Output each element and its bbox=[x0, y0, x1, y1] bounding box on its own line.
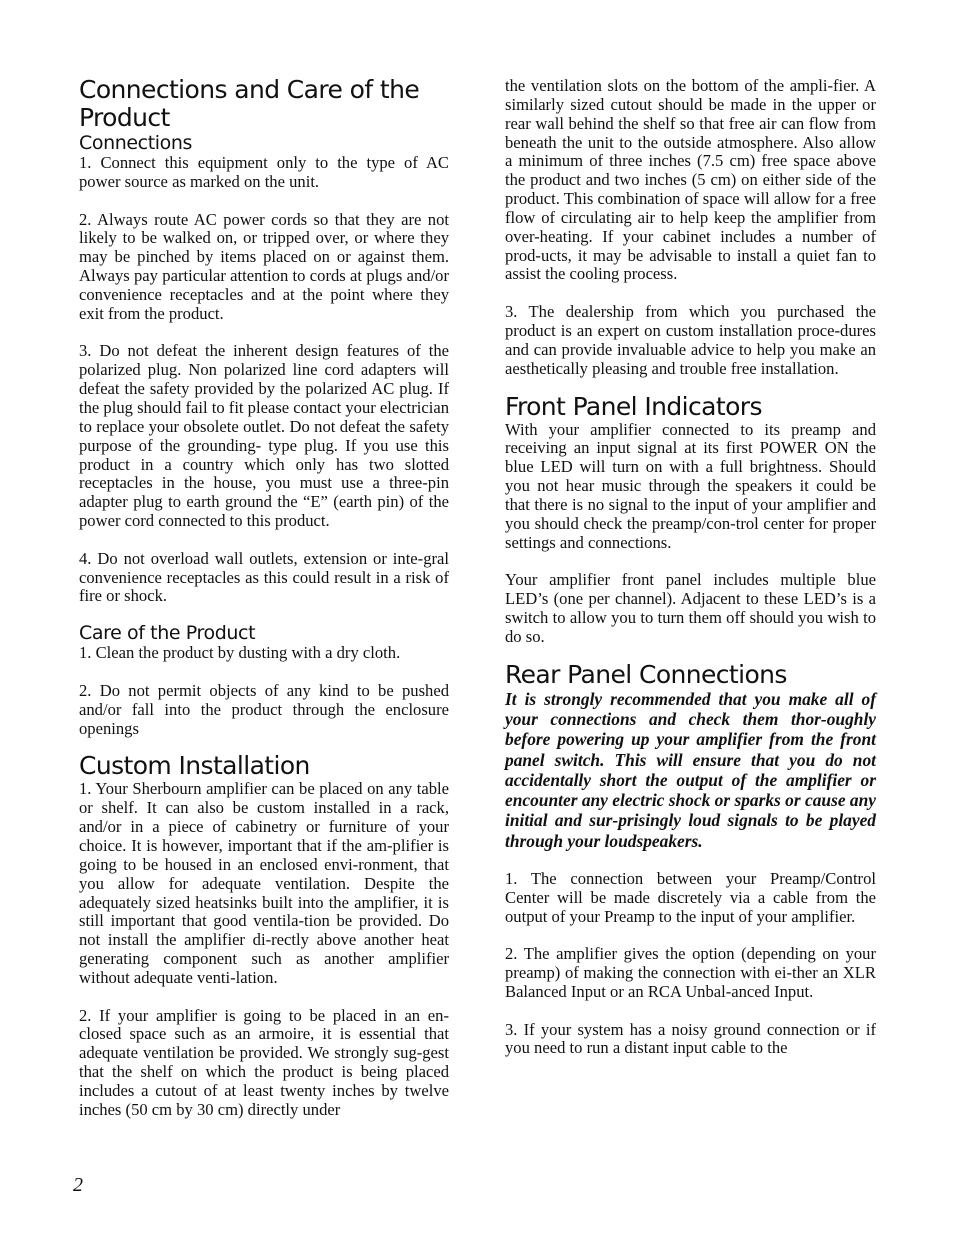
care-item-2: 2. Do not permit objects of any kind to be pushed and/or fall into the product through the enclosure openings bbox=[79, 680, 449, 738]
rear-panel-item-2: 2. The amplifier gives the option (depending on your preamp) of making the connection with ei-ther an XLR Balanced Input or an RCA Unbal-anced Input. bbox=[505, 944, 876, 1001]
connections-item-3: 3. Do not defeat the inherent design features of the polarized plug. Non polarized line cord adapters will defeat the safety provided by the polarized AC plug. If the plug should fail to fit please contact your electrician to replace your obsolete outlet. Do not defeat the safety purpose of the grounding- type plug. If you use this product in a country which only has two slotted receptacles in the house, you must use a three-pin adapter plug to earth ground the “E” (earth pin) of the power cord connected to this product. bbox=[79, 341, 450, 531]
connections-heading: Connections bbox=[79, 132, 193, 154]
custom-installation-heading: Custom Installation bbox=[79, 751, 310, 781]
rear-panel-warning: It is strongly recommended that you make all of your connections and check them thor-oughly before powering up your amplifier from the front panel switch. This will ensure that you do not accidentally short the output of the amplifier or encounter any electric shock or sparks or cause any initial and sur-prisingly loud signals to be played through your loudspeakers. bbox=[505, 688, 876, 851]
rear-panel-item-3: 3. If your system has a noisy ground connection or if you need to run a distant input cable to the bbox=[505, 1019, 876, 1058]
custom-item-3: 3. The dealership from which you purchased the product is an expert on custom installation proce-dures and can provide invaluable advice to help you make an aesthetically pleasing and trouble free installation. bbox=[505, 302, 876, 378]
page-title: Connections and Care of the Product bbox=[79, 75, 420, 132]
connections-item-1: 1. Connect this equipment only to the type of AC power source as marked on the unit. bbox=[79, 153, 449, 191]
custom-item-2-continued: the ventilation slots on the bottom of the ampli-fier. A similarly sized cutout should be made in the upper or rear wall behind the shelf so that free air can flow from beneath the unit to the outside atmosphere. Also allow a minimum of three inches (7.5 cm) free space above the product and two inches (5 cm) on either side of the product. This combination of space will allow for a free flow of circulating air to help keep the amplifier from over-heating. If your cabinet includes a number of prod-ucts, it may be advisable to install a quiet fan to assist the cooling process. bbox=[505, 76, 876, 284]
rear-panel-item-1: 1. The connection between your Preamp/Control Center will be made discretely via a cable from the output of your Preamp to the input of your amplifier. bbox=[505, 868, 876, 926]
custom-item-1: 1. Your Sherbourn amplifier can be placed on any table or shelf. It can also be custom installed in a rack, and/or in a piece of cabinetry or furniture of your choice. It is however, important that if the am-plifier is going to be housed in an enclosed envi-ronment, that you allow for adequate ventilation. Despite the adequately sized heatsinks built into the amplifier, it is still important that good ventila-tion be provided. Do not install the amplifier di-rectly above another heat generating component such as another amplifier without adequate venti-lation. bbox=[79, 779, 449, 987]
page-number: 2 bbox=[73, 1174, 83, 1196]
left-column bbox=[79, 76, 449, 1120]
connections-item-2: 2. Always route AC power cords so that they are not likely to be walked on, or tripped over, or where they may be pinched by items placed on or against them. Always pay particular attention to cords at plugs and/or convenience receptacles and at the point where they exit from the product. bbox=[79, 209, 449, 323]
right-column bbox=[505, 77, 876, 1058]
front-panel-para-2: Your amplifier front panel includes multiple blue LED’s (one per channel). Adjacent to these LED’s is a switch to allow you to turn them off should you wish to do so. bbox=[505, 570, 876, 646]
connections-item-4: 4. Do not overload wall outlets, extension or inte-gral convenience receptacles as this could result in a risk of fire or shock. bbox=[79, 548, 449, 606]
rear-panel-heading: Rear Panel Connections bbox=[505, 659, 787, 689]
front-panel-heading: Front Panel Indicators bbox=[505, 391, 762, 421]
care-heading: Care of the Product bbox=[79, 622, 256, 645]
custom-item-2: 2. If your amplifier is going to be placed in an en-closed space such as an armoire, it is essential that adequate ventilation be provided. We strongly sug-gest that the shelf on which the product is being placed includes a cutout of at least twenty inches by twelve inches (50 cm by 30 cm) directly under bbox=[79, 1005, 449, 1119]
front-panel-para-1: With your amplifier connected to its preamp and receiving an input signal at its first POWER ON the blue LED will turn on with a full brightness. Should you not hear music through the speakers it could be that there is no signal to the input of your amplifier and you should check the preamp/con-trol center for proper settings and connections. bbox=[505, 419, 876, 552]
care-item-1: 1. Clean the product by dusting with a dry cloth. bbox=[79, 643, 401, 663]
